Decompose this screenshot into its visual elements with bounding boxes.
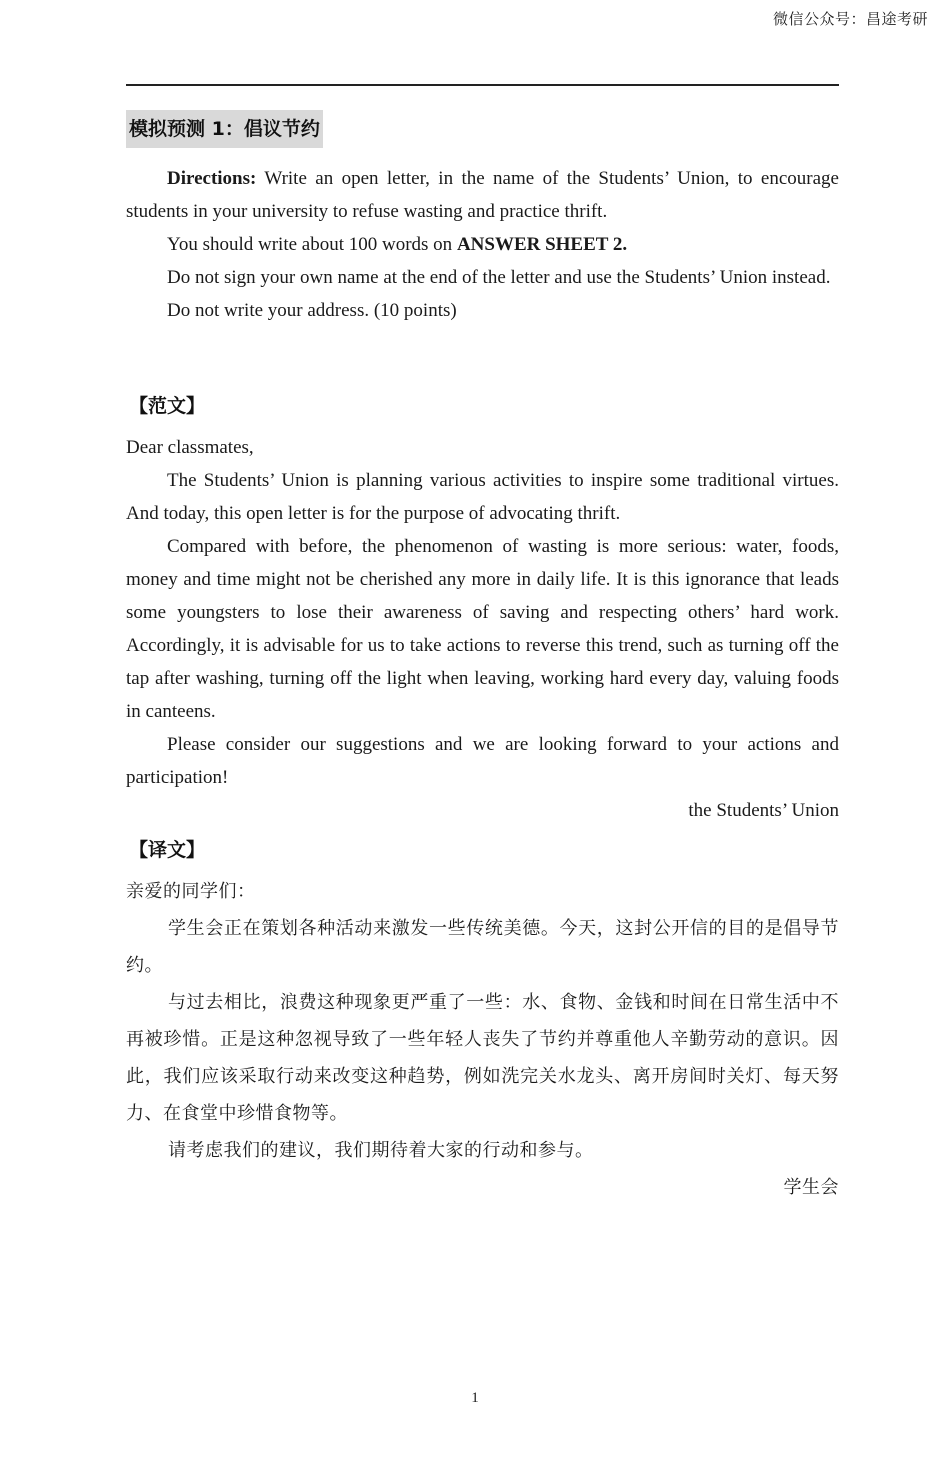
answer-sheet-label: ANSWER SHEET 2. [456, 234, 628, 255]
header-rule [126, 84, 839, 86]
header-watermark: 微信公众号：昌途考研 [772, 10, 928, 28]
sample-title: 【范文】 [129, 395, 206, 417]
directions-label: Directions: [167, 168, 257, 189]
sign-instruction: Do not sign your own name at the end of the letter and use the Students’ Union instead. [167, 267, 831, 288]
sample-signature: the Students’ Union [688, 800, 839, 821]
translation-paragraph: 与过去相比，浪费这种现象更严重了一些：水、食物、金钱和时间在日常生活中不再被珍惜。正是这种忽视导致了一些年轻人丧失了节约并尊重他人辛勤劳动的意识。因此，我们应该采取行动来改变这种趋势，例如洗完关水龙头、离开房间时关灯、每天努力、在食堂中珍惜食物等。 [126, 992, 839, 1124]
document-body [126, 110, 839, 1206]
sample-paragraph: Please consider our suggestions and we are looking forward to your actions and participation! [126, 734, 839, 788]
sample-salutation: Dear classmates, [126, 437, 254, 458]
translation-title: 【译文】 [129, 839, 206, 861]
translation-salutation: 亲爱的同学们： [126, 881, 256, 902]
address-instruction: Do not write your address. (10 points) [167, 300, 457, 321]
translation-paragraph: 请考虑我们的建议，我们期待着大家的行动和参与。 [168, 1140, 594, 1161]
directions-paragraph [126, 162, 839, 228]
translation-paragraph: 学生会正在策划各种活动来激发一些传统美德。今天，这封公开信的目的是倡导节约。 [126, 918, 839, 976]
length-text: You should write about 100 words on [167, 234, 457, 255]
directions-text: Write an open letter, in the name of the Students’ Union, to encourage students in your university to refuse wasting and practice thrift. [126, 168, 839, 222]
translation-signature: 学生会 [783, 1177, 839, 1198]
length-paragraph [126, 228, 839, 261]
sample-paragraph: Compared with before, the phenomenon of wasting is more serious: water, foods, money and time might not be cherished any more in daily life. It is this ignorance that leads some youngsters to lose their awareness of saving and respecting others’ hard work. Accordingly, it is advisable for us to take actions to reverse this trend, such as turning off the tap after washing, turning off the light when leaving, working hard every day, valuing foods in canteens. [126, 536, 839, 722]
section1-title: 模拟预测 1：倡议节约 [126, 110, 323, 148]
sample-paragraph: The Students’ Union is planning various activities to inspire some traditional virtues. And today, this open letter is for the purpose of advocating thrift. [126, 470, 839, 524]
page-number: 1 [471, 1390, 479, 1406]
